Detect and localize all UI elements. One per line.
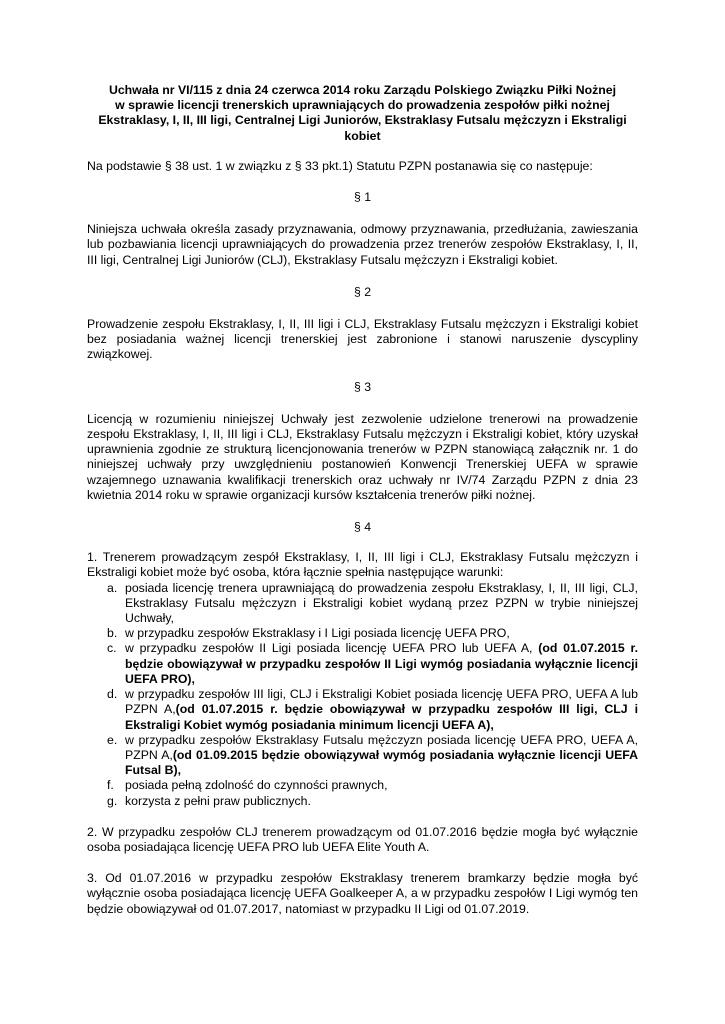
list-item-letter: c. bbox=[107, 641, 117, 656]
list-item bbox=[107, 626, 638, 641]
list-item bbox=[107, 778, 638, 793]
list-item-letter: e. bbox=[107, 732, 118, 747]
list-item-letter: a. bbox=[107, 580, 118, 595]
list-item-letter: f. bbox=[107, 778, 114, 793]
title-line: kobiet bbox=[344, 128, 381, 143]
list-item-letter: b. bbox=[107, 626, 118, 641]
section-text-3: Licencją w rozumieniu niniejszej Uchwały jest zezwolenie udzielone trenerowi na prowadzenie zespołu Ekstraklasy, I, II, III ligi i CLJ, Ekstraklasy Futsalu mężczyzn i Ekstraligi kobiet, który uzyskał uprawnienia zgodnie ze strukturą licencjonowania trenerów w PZPN stanowiącą załącznik nr. 1 do niniejszej uchwały przy uwzględnieniu postanowień Konwencji Trenerskiej UEFA w sprawie wzajemnego uznawania kwalifikacji trenerskich oraz uchwały nr IV/74 Zarządu PZPN z dnia 23 kwietnia 2014 roku w sprawie organizacji kursów kształcenia trenerów piłki nożnej. bbox=[87, 411, 638, 502]
section-4-point-3: 3. Od 01.07.2016 w przypadku zespołów Ekstraklasy trenerem bramkarzy będzie mogła być wyłącznie osoba posiadająca licencję UEFA Goalkeeper A, a w przypadku zespołów I Ligi wymóg ten będzie obowiązywał od 01.07.2017, natomiast w przypadku II Ligi od 01.07.2019. bbox=[87, 871, 638, 916]
title-line: w sprawie licencji trenerskich uprawniających do prowadzenia zespołów piłki nożnej bbox=[115, 98, 610, 113]
list-item bbox=[107, 641, 638, 687]
list-item-text: w przypadku zespołów II Ligi posiada licencję UEFA PRO lub UEFA A, bbox=[125, 641, 539, 656]
section-heading-4: § 4 bbox=[353, 520, 372, 535]
list-item bbox=[107, 581, 638, 627]
section-4-point-1: 1. Trenerem prowadzącym zespół Ekstraklasy, I, II, III ligi i CLJ, Ekstraklasy Futsalu mężczyzn i Ekstraligi kobiet może być osoba, która łącznie spełnia następujące warunki: bbox=[87, 550, 638, 580]
document-title bbox=[87, 83, 638, 144]
list-item-text: korzysta z pełni praw publicznych. bbox=[125, 793, 311, 808]
section-text-2: Prowadzenie zespołu Ekstraklasy, I, II, III ligi i CLJ, Ekstraklasy Futsalu mężczyzn i Ekstraligi kobiet bez posiadania ważnej licencji trenerskiej jest zabronione i stanowi naruszenie dyscypliny związkowej. bbox=[87, 317, 638, 362]
list-item bbox=[107, 794, 638, 809]
list-item-bold-text: (od 01.07.2015 r. będzie obowiązywał w przypadku zespołów III ligi, CLJ i Ekstraligi Kobiet wymóg posiadania minimum licencji UEFA A), bbox=[125, 702, 638, 732]
conditions-list bbox=[87, 581, 638, 809]
list-item-bold-text: (od 01.07.2015 r. będzie obowiązywał w przypadku zespołów II Ligi wymóg posiadania wyłącznie licencji UEFA PRO), bbox=[125, 641, 638, 686]
intro-paragraph: Na podstawie § 38 ust. 1 w związku z § 33 pkt.1) Statutu PZPN postanawia się co następuje: bbox=[87, 158, 593, 173]
section-heading-3: § 3 bbox=[353, 379, 372, 394]
document-page bbox=[87, 83, 638, 917]
list-item-text: w przypadku zespołów III ligi, CLJ i Ekstraligi Kobiet posiada licencję UEFA PRO, UEFA A lub PZPN A, bbox=[125, 687, 638, 717]
list-item-letter: g. bbox=[107, 793, 118, 808]
list-item-text: w przypadku zespołów Ekstraklasy i I Ligi posiada licencję UEFA PRO, bbox=[125, 626, 510, 641]
title-line: Uchwała nr VI/115 z dnia 24 czerwca 2014 roku Zarządu Polskiego Związku Piłki Nożnej bbox=[108, 83, 617, 97]
list-item-text: w przypadku zespołów Ekstraklasy Futsalu mężczyzn posiada licencję UEFA PRO, UEFA A, PZPN A, bbox=[125, 732, 638, 762]
list-item-text: posiada pełną zdolność do czynności prawnych, bbox=[125, 778, 388, 793]
title-line: Ekstraklasy, I, II, III ligi, Centralnej Ligi Juniorów, Ekstraklasy Futsalu mężczyzn i Ekstraligi bbox=[98, 113, 627, 128]
section-heading-2: § 2 bbox=[353, 284, 372, 299]
list-item-text: posiada licencję trenera uprawniającą do prowadzenia zespołu Ekstraklasy, I, II, III ligi, CLJ, Ekstraklasy Futsalu mężczyzn i Ekstraligi kobiet wydaną przez PZPN w trybie niniejszej Uchwały, bbox=[125, 580, 638, 626]
section-text-1: Niniejsza uchwała określa zasady przyznawania, odmowy przyznawania, przedłużania, zawieszania lub pozbawiania licencji uprawniających do prowadzenia przez trenerów zespołów Ekstraklasy, I, II, III ligi, Centralnej Ligi Juniorów (CLJ), Ekstraklasy Futsalu mężczyzn i Ekstraligi kobiet. bbox=[87, 222, 638, 267]
list-item-letter: d. bbox=[107, 687, 118, 702]
section-heading-1: § 1 bbox=[353, 190, 372, 205]
list-item bbox=[107, 687, 638, 733]
list-item bbox=[107, 733, 638, 779]
section-4-point-2: 2. W przypadku zespołów CLJ trenerem prowadzącym od 01.07.2016 będzie mogła być wyłącznie osoba posiadająca licencję UEFA PRO lub UEFA Elite Youth A. bbox=[87, 824, 638, 854]
list-item-bold-text: (od 01.09.2015 będzie obowiązywał wymóg posiadania wyłącznie licencji UEFA Futsal B), bbox=[125, 747, 638, 778]
